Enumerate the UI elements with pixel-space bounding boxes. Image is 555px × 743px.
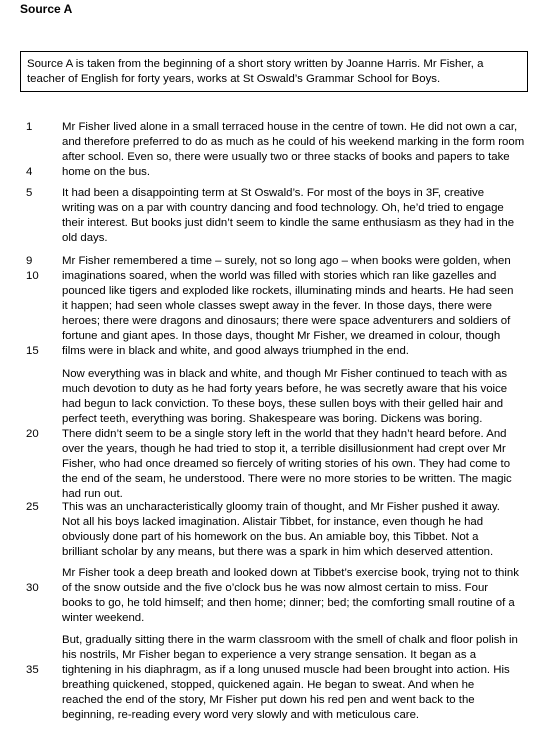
passage-line (62, 693, 537, 708)
line-text: over the years, though he had tried to stop it, a terrible disillusionment had crept over Mr (62, 443, 506, 455)
line-text: it happen; had seen whole classes swept away in the fever. In those days, there were (62, 300, 492, 312)
line-number: 35 (26, 664, 39, 676)
passage-line (62, 201, 537, 216)
line-text: after school. Even so, there were usually two or three stacks of books and papers to take (62, 151, 510, 163)
line-text: breathing quickened, stopped, quickened again. He began to sweat. And when he (62, 679, 475, 691)
passage-line (62, 472, 537, 487)
passage-line (62, 382, 537, 397)
line-text: Now everything was in black and white, and though Mr Fisher continued to teach with as (62, 368, 508, 380)
passage-line (26, 663, 537, 678)
line-text: It had been a disappointing term at St Oswald’s. For most of the boys in 3F, creative (62, 187, 485, 199)
line-text: of the snow outside and the five o’clock bus he was now almost certain to miss. Four (62, 582, 489, 594)
passage-line (62, 633, 537, 648)
line-text: pounced like tigers and exploded like rockets, illuminating minds and hearts. He had seen (62, 285, 514, 297)
line-text: winter weekend. (62, 612, 145, 624)
line-number: 1 (26, 121, 33, 133)
line-text: imaginations soared, when the world was filled with stories which ran like gazelles and (62, 270, 497, 282)
line-text: brilliant scholar by any means, but there was a spark in him which deserved attention. (62, 546, 494, 558)
line-text: tightening in his diaphragm, as if a long unused muscle had been brought into action. His (62, 664, 510, 676)
passage-line (62, 135, 537, 150)
line-text: films were in black and white, and good always triumphed in the end. (62, 345, 409, 357)
passage-line (62, 216, 537, 231)
passage-line (62, 596, 537, 611)
passage-line (26, 581, 537, 596)
passage-line (62, 150, 537, 165)
passage-line (62, 284, 537, 299)
line-text: beginning, re-reading every word very slowly and with meticulous care. (62, 709, 420, 721)
line-text: their interest. But books just didn’t seem to kindle the same enthusiasm as they had in the (62, 217, 515, 229)
passage-line (62, 231, 537, 246)
line-text: Not all his boys lacked imagination. Alistair Tibbet, for instance, even though he had (62, 516, 484, 528)
intro-line: teacher of English for forty years, works at St Oswald’s Grammar School for Boys. (27, 73, 441, 85)
passage-line (62, 530, 537, 545)
passage-line (26, 120, 537, 135)
passage-line (62, 708, 537, 723)
paragraph-1 (26, 120, 537, 180)
passage-line (62, 648, 537, 663)
passage-line (62, 329, 537, 344)
line-text: But, gradually sitting there in the warm classroom with the smell of chalk and floor polish in (62, 634, 518, 646)
line-text: This was an uncharacteristically gloomy train of thought, and Mr Fisher pushed it away. (62, 501, 500, 513)
passage-line (62, 545, 537, 560)
line-text: Mr Fisher remembered a time – surely, not so long ago – when books were golden, when (62, 255, 511, 267)
passage-line (62, 457, 537, 472)
passage-line (26, 427, 537, 442)
passage-line (62, 299, 537, 314)
paragraph-7 (26, 633, 537, 723)
paragraph-6 (26, 566, 537, 626)
source-heading: Source A (20, 2, 73, 16)
paragraph-3 (26, 254, 537, 359)
line-text: heroes; there were dragons and dinosaurs; there were space adventurers and soldiers of (62, 315, 511, 327)
line-number: 4 (26, 166, 33, 178)
line-number: 15 (26, 345, 39, 357)
line-text: the end of the seam, he understood. There were no more stories to be written. The magic (62, 473, 512, 485)
line-number: 20 (26, 428, 39, 440)
passage-line (62, 515, 537, 530)
passage-line (26, 254, 537, 269)
line-number: 10 (26, 270, 39, 282)
line-text: perfect teeth, everything was boring. Shakespeare was boring. Dickens was boring. (62, 413, 483, 425)
line-number: 30 (26, 582, 39, 594)
passage-line (62, 678, 537, 693)
paragraph-4 (26, 367, 537, 502)
line-text: writing was on a par with country dancing and food technology. Oh, he’d tried to engage (62, 202, 504, 214)
line-text: and therefore preferred to do as much as he could of his weekend marking in the form room (62, 136, 525, 148)
intro-line: Source A is taken from the beginning of a short story written by Joanne Harris. Mr Fisher, a (27, 58, 484, 70)
line-number: 5 (26, 187, 33, 199)
paragraph-5 (26, 500, 537, 560)
passage-line (62, 397, 537, 412)
line-text: his nostrils, Mr Fisher began to experience a very strange sensation. It began as a (62, 649, 477, 661)
line-text: Mr Fisher took a deep breath and looked down at Tibbet’s exercise book, trying not to think (62, 567, 519, 579)
line-text: books to go, he told himself; and then home; dinner; bed; the comforting small routine of a (62, 597, 515, 609)
line-number: 25 (26, 501, 39, 513)
line-text: obviously done part of his homework on the bus. An amiable boy, this Tibbet. Not a (62, 531, 479, 543)
passage-line (26, 165, 537, 180)
line-text: reached the end of the story, Mr Fisher put down his red pen and went back to the (62, 694, 475, 706)
line-text: had run out. (62, 488, 123, 500)
line-text: home on the bus. (62, 166, 151, 178)
passage-line (62, 442, 537, 457)
line-text: much devotion to duty as he had forty years before, he was secretly aware that his voice (62, 383, 508, 395)
line-text: fortune and giant apes. In those days, thought Mr Fisher, we dreamed in colour, though (62, 330, 501, 342)
passage-line (62, 367, 537, 382)
passage-line (26, 500, 537, 515)
passage-line (26, 269, 537, 284)
passage-line (62, 412, 537, 427)
line-text: old days. (62, 232, 108, 244)
passage-line (26, 344, 537, 359)
passage-line (26, 186, 537, 201)
line-text: Fisher, who had once dreamed so fiercely of writing stories of his own. They had come to (62, 458, 511, 470)
line-text: Mr Fisher lived alone in a small terraced house in the centre of town. He did not own a car, (62, 121, 518, 133)
passage-line (62, 314, 537, 329)
line-text: There didn’t seem to be a single story left in the world that they hadn’t heard before. And (62, 428, 507, 440)
line-text: had begun to lack conviction. To these boys, these sullen boys with their gelled hair and (62, 398, 504, 410)
line-number: 9 (26, 255, 33, 267)
paragraph-2 (26, 186, 537, 246)
passage-line (62, 611, 537, 626)
passage-line (62, 566, 537, 581)
